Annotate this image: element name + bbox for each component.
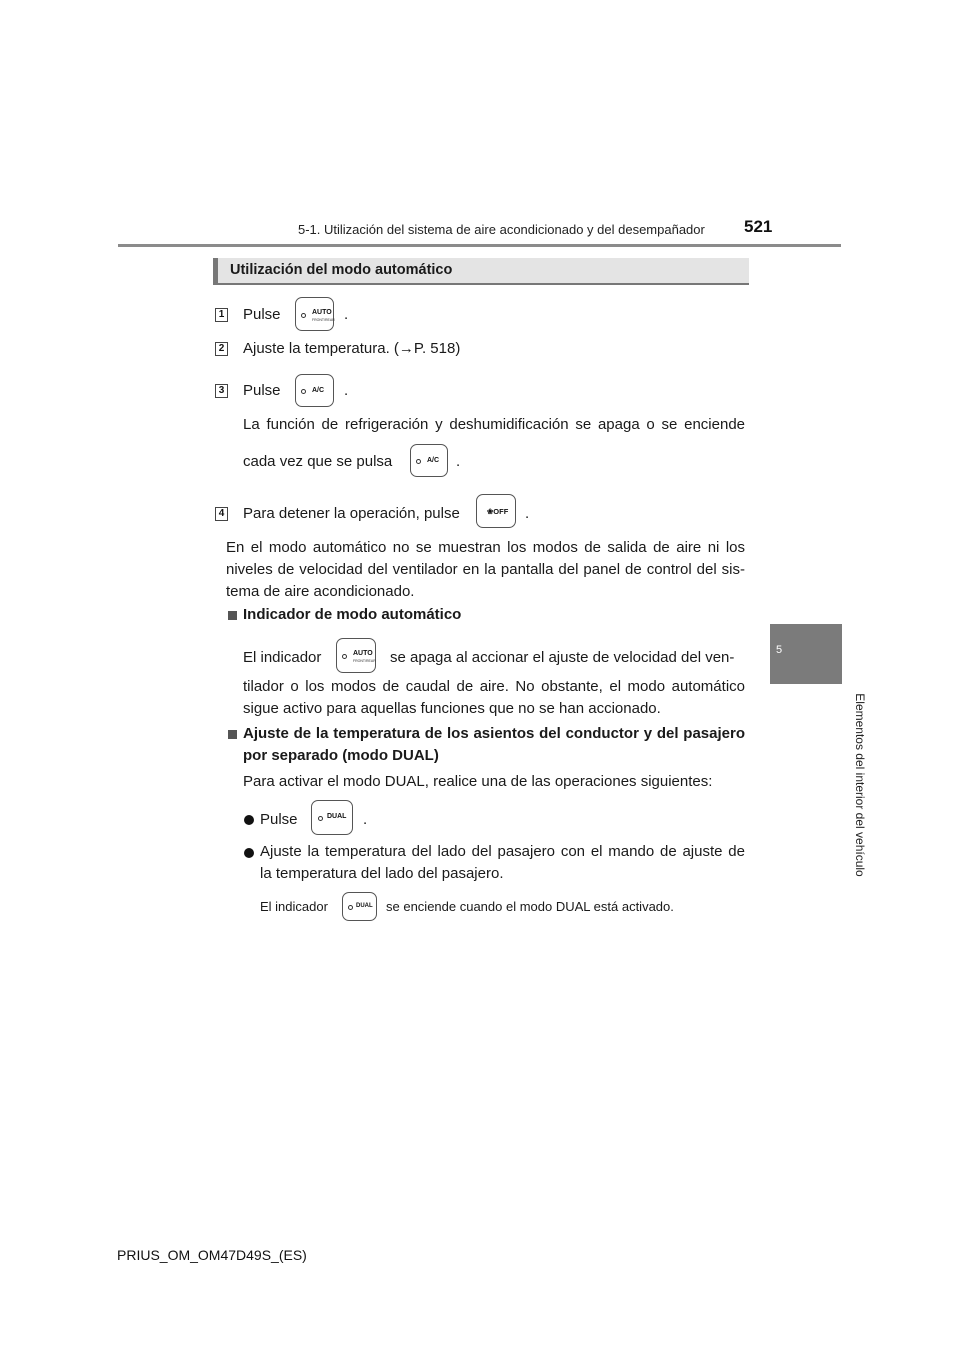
off-button-label: ❀OFF [487, 507, 509, 516]
indicator-dot-icon [301, 389, 306, 394]
indicator-line1-start: El indicador [243, 649, 322, 666]
indicator-line1-end: se apaga al accionar el ajuste de velocidad del ven- [390, 649, 735, 666]
dual-bullet2-line1: Ajuste la temperatura del lado del pasajero con el mando de ajuste de [260, 843, 745, 860]
section-heading-bar [213, 258, 749, 283]
step-3-note-line2: cada vez que se pulsa [243, 453, 393, 470]
dual-heading-line2: por separado (modo DUAL) [243, 747, 439, 764]
indicator-line3: sigue activo para aquellas funciones que no se han accionado. [243, 700, 661, 717]
auto-mode-paragraph-line3: tema de aire acondicionado. [226, 583, 415, 600]
ac-button-label: A/C [312, 387, 325, 394]
round-bullet-icon [244, 848, 254, 858]
round-bullet-icon [244, 815, 254, 825]
step-3-period: . [344, 382, 349, 399]
square-bullet-icon [228, 611, 237, 620]
dual-button-label: DUAL [327, 813, 347, 820]
step-1-period: . [344, 306, 349, 323]
indicator-dot-icon [318, 816, 323, 821]
dual-button-icon [342, 892, 377, 921]
auto-mode-paragraph-line1: En el modo automático no se muestran los modos de salida de aire ni los [226, 539, 745, 556]
ac-button-icon [410, 444, 448, 477]
section-heading-rule [213, 283, 749, 285]
dual-button-icon [311, 800, 353, 835]
header-divider [118, 244, 841, 247]
chapter-number: 5 [776, 644, 783, 656]
step-1-number: 1 [215, 308, 228, 322]
off-button-icon [476, 494, 516, 528]
indicator-dot-icon [342, 654, 347, 659]
step-3-note-line1: La función de refrigeración y deshumidificación se apaga o se enciende [243, 416, 745, 433]
step-1-text: Pulse [243, 306, 281, 323]
dual-bullet2-line2: la temperatura del lado del pasajero. [260, 865, 504, 882]
auto-button-icon [295, 297, 334, 331]
indicator-dot-icon [416, 459, 421, 464]
auto-button-sublabel: FRONT/REAR [312, 318, 335, 322]
ac-button-icon [295, 374, 334, 407]
dual-heading-line1: Ajuste de la temperatura de los asientos del conductor y del pasajero [243, 725, 745, 742]
header-section-title: 5-1. Utilización del sistema de aire acondicionado y del desempañador [298, 222, 705, 237]
ac-button-label: A/C [427, 457, 440, 464]
step-2-text: Ajuste la temperatura. (→P. 518) [243, 340, 461, 357]
dual-bullet1-text: Pulse [260, 811, 298, 828]
auto-mode-paragraph-line2: niveles de velocidad del ventilador en la pantalla del panel de control del sis- [226, 561, 745, 578]
step-4-text: Para detener la operación, pulse [243, 505, 460, 522]
step-2-number: 2 [215, 342, 228, 356]
step-4-period: . [525, 505, 530, 522]
dual-intro: Para activar el modo DUAL, realice una de las operaciones siguientes: [243, 773, 713, 790]
page-number: 521 [744, 217, 773, 236]
indicator-line2: tilador o los modos de caudal de aire. No obstante, el modo automático [243, 678, 745, 695]
dual-bullet1-period: . [363, 811, 368, 828]
auto-button-sublabel: FRONT/REAR [353, 659, 376, 663]
chapter-title: Elementos del interior del vehículo [853, 693, 867, 877]
indicator-dot-icon [301, 313, 306, 318]
step-4-number: 4 [215, 507, 228, 521]
document-code: PRIUS_OM_OM47D49S_(ES) [117, 1247, 307, 1263]
dual-button-label: DUAL [356, 903, 373, 909]
step-3-number: 3 [215, 384, 228, 398]
dual-note-end: se enciende cuando el modo DUAL está activado. [386, 899, 674, 914]
square-bullet-icon [228, 730, 237, 739]
indicator-dot-icon [348, 905, 353, 910]
section-title: Utilización del modo automático [230, 262, 453, 278]
step-3-note-period: . [456, 453, 461, 470]
dual-note-start: El indicador [260, 899, 328, 914]
step-3-text: Pulse [243, 382, 281, 399]
indicator-heading: Indicador de modo automático [243, 606, 462, 623]
auto-button-label: AUTO [353, 650, 373, 657]
auto-button-icon [336, 638, 376, 673]
auto-button-label: AUTO [312, 309, 332, 316]
